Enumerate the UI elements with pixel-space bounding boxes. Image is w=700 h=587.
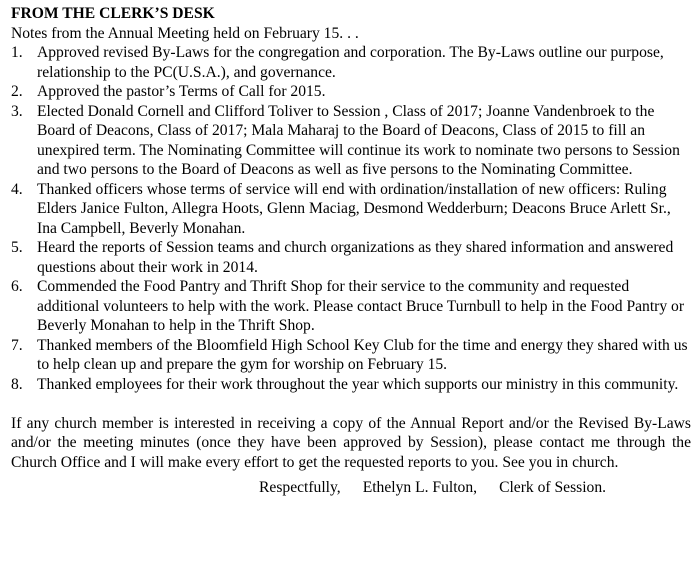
list-item — [11, 43, 691, 82]
article-title: FROM THE CLERK’S DESK — [11, 5, 215, 22]
list-item — [11, 336, 691, 375]
signature-role: Clerk of Session. — [499, 479, 607, 496]
list-item — [11, 82, 691, 102]
item-number: 4. — [11, 180, 23, 198]
item-text: Elected Donald Cornell and Clifford Toliver to Session , Class of 2017; Joanne Vandenbroek to the Board of Deacons, Class of 2017; Mala Maharaj to the Board of Deacons, Class of 2015 to fill an unexpired term. The Nominating Committee will continue its work to nominate two persons to Session and two persons to the Board of Deacons as well as five persons to the Nominating Committee. — [37, 102, 680, 178]
closing-paragraph: If any church member is interested in receiving a copy of the Annual Report and/or the Revised By-Laws and/or the meeting minutes (once they have been approved by Session), please contact me through the Church Office and I will make every effort to get the requested reports to you. See you in church. — [11, 414, 691, 471]
list-item — [11, 277, 691, 336]
list-item — [11, 238, 691, 277]
list-item — [11, 102, 691, 180]
signature-name: Ethelyn L. Fulton, — [362, 479, 478, 496]
item-text: Heard the reports of Session teams and church organizations as they shared information and answered questions about their work in 2014. — [37, 239, 674, 276]
item-number: 3. — [11, 102, 23, 120]
signature-line — [11, 478, 691, 498]
list-item — [11, 375, 691, 395]
signature-salutation: Respectfully, — [259, 479, 341, 496]
item-number: 2. — [11, 83, 23, 100]
clerks-desk-article — [11, 4, 691, 498]
item-number: 7. — [11, 336, 23, 354]
item-text: Approved the pastor’s Terms of Call for 2015. — [37, 83, 326, 100]
item-text: Commended the Food Pantry and Thrift Shop for their service to the community and requested additional volunteers to help with the work. Please contact Bruce Turnbull to help in the Food Pantry or Beverly Monahan to help in the Thrift Shop. — [37, 278, 685, 334]
item-text: Thanked officers whose terms of service will end with ordination/installation of new officers: Ruling Elders Janice Fulton, Allegra Hoots, Glenn Maciag, Desmond Wedderburn; Deacons Bruce Arlett Sr., Ina Campbell, Beverly Monahan. — [37, 180, 671, 237]
article-intro: Notes from the Annual Meeting held on February 15. . . — [11, 24, 359, 42]
item-number: 5. — [11, 239, 23, 256]
item-text: Thanked members of the Bloomfield High School Key Club for the time and energy they shared with us to help clean up and prepare the gym for worship on February 15. — [37, 336, 688, 373]
item-number: 6. — [11, 278, 23, 295]
item-number: 1. — [11, 44, 23, 61]
item-text: Approved revised By-Laws for the congregation and corporation. The By-Laws outline our purpose, relationship to the PC(U.S.A.), and governance. — [37, 44, 664, 81]
item-number: 8. — [11, 375, 23, 393]
list-item — [11, 180, 691, 239]
item-text: Thanked employees for their work throughout the year which supports our ministry in this community. — [37, 375, 679, 393]
meeting-notes-list — [11, 43, 691, 394]
